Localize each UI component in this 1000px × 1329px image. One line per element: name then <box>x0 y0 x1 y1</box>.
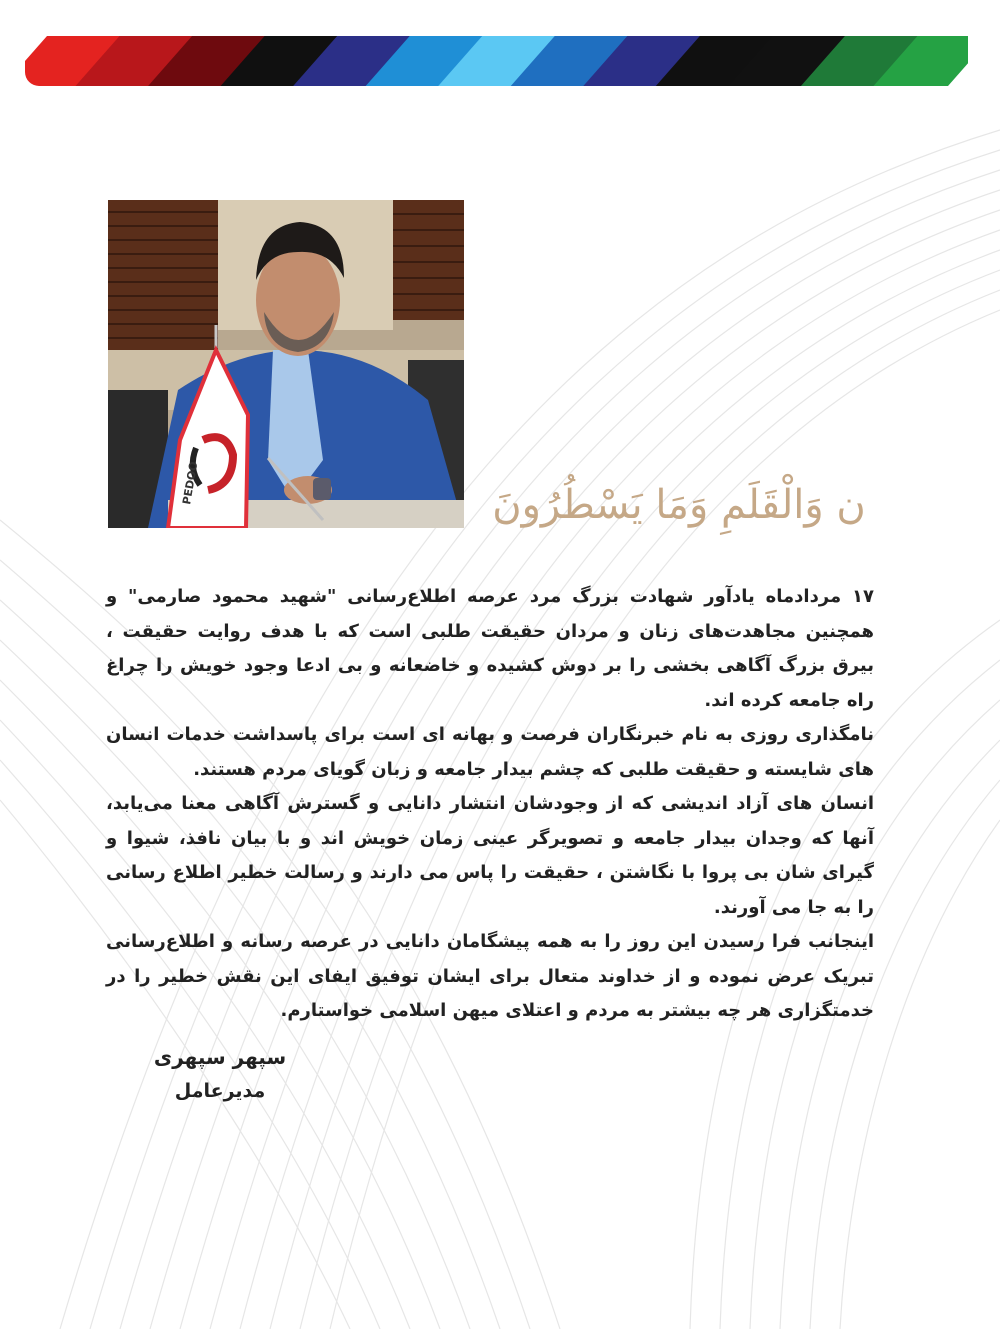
signature-block <box>150 1040 290 1108</box>
top-color-banner <box>25 36 968 86</box>
letter-paragraph: اینجانب فرا رسیدن این روز را به همه پیشگامان دانایی در عرصه رسانه و اطلاع‌رسانی تبریک عرض نموده و از خداوند متعال برای ایشان توفیق ایفای این نقش خطیر را در خدمتگزاری هر چه بیشتر به مردم و اعتلای میهن اسلامی خواستارم. <box>106 931 874 1021</box>
signatory-title: مدیرعامل <box>174 1080 266 1102</box>
ceo-photo <box>108 200 464 528</box>
letter-body <box>106 580 874 1029</box>
quran-verse-heading: ن وَالْقَلَمِ وَمَا يَسْطُرُونَ <box>492 482 866 528</box>
letter-paragraph: انسان های آزاد اندیشی که از وجودشان انتشار دانایی و گسترش آگاهی معنا می‌یابد، آنها که وجدان بیدار جامعه و تصویرگر عینی زمان خویش اند و با بیان نافذ، شیوا و گیرای شان بی پروا با نگاشتن ، حقیقت را پاس می دارند و رسالت خطیر اطلاع رسانی را به جا می آورند. <box>106 793 874 918</box>
flag-logo-text: PEDOO <box>180 460 201 506</box>
signatory-name: سپهر سپهری <box>153 1045 287 1069</box>
letter-paragraph: ۱۷ مردادماه یادآور شهادت بزرگ مرد عرصه اطلاع‌رسانی "شهید محمود صارمی" و همچنین مجاهدت‌های زنان و مردان حقیقت طلبی است که با هدف روایت حقیقت ، بیرق بزرگ آگاهی بخشی را بر دوش کشیده و خاضعانه و بی ادعا وجود خویش را چراغ راه جامعه کرده اند. <box>106 586 874 711</box>
letter-paragraph: نامگذاری روزی به نام خبرنگاران فرصت و بهانه ای است برای پاسداشت خدمات انسان های شایسته و حقیقت طلبی که چشم بیدار جامعه و زبان گویای مردم هستند. <box>106 724 874 780</box>
